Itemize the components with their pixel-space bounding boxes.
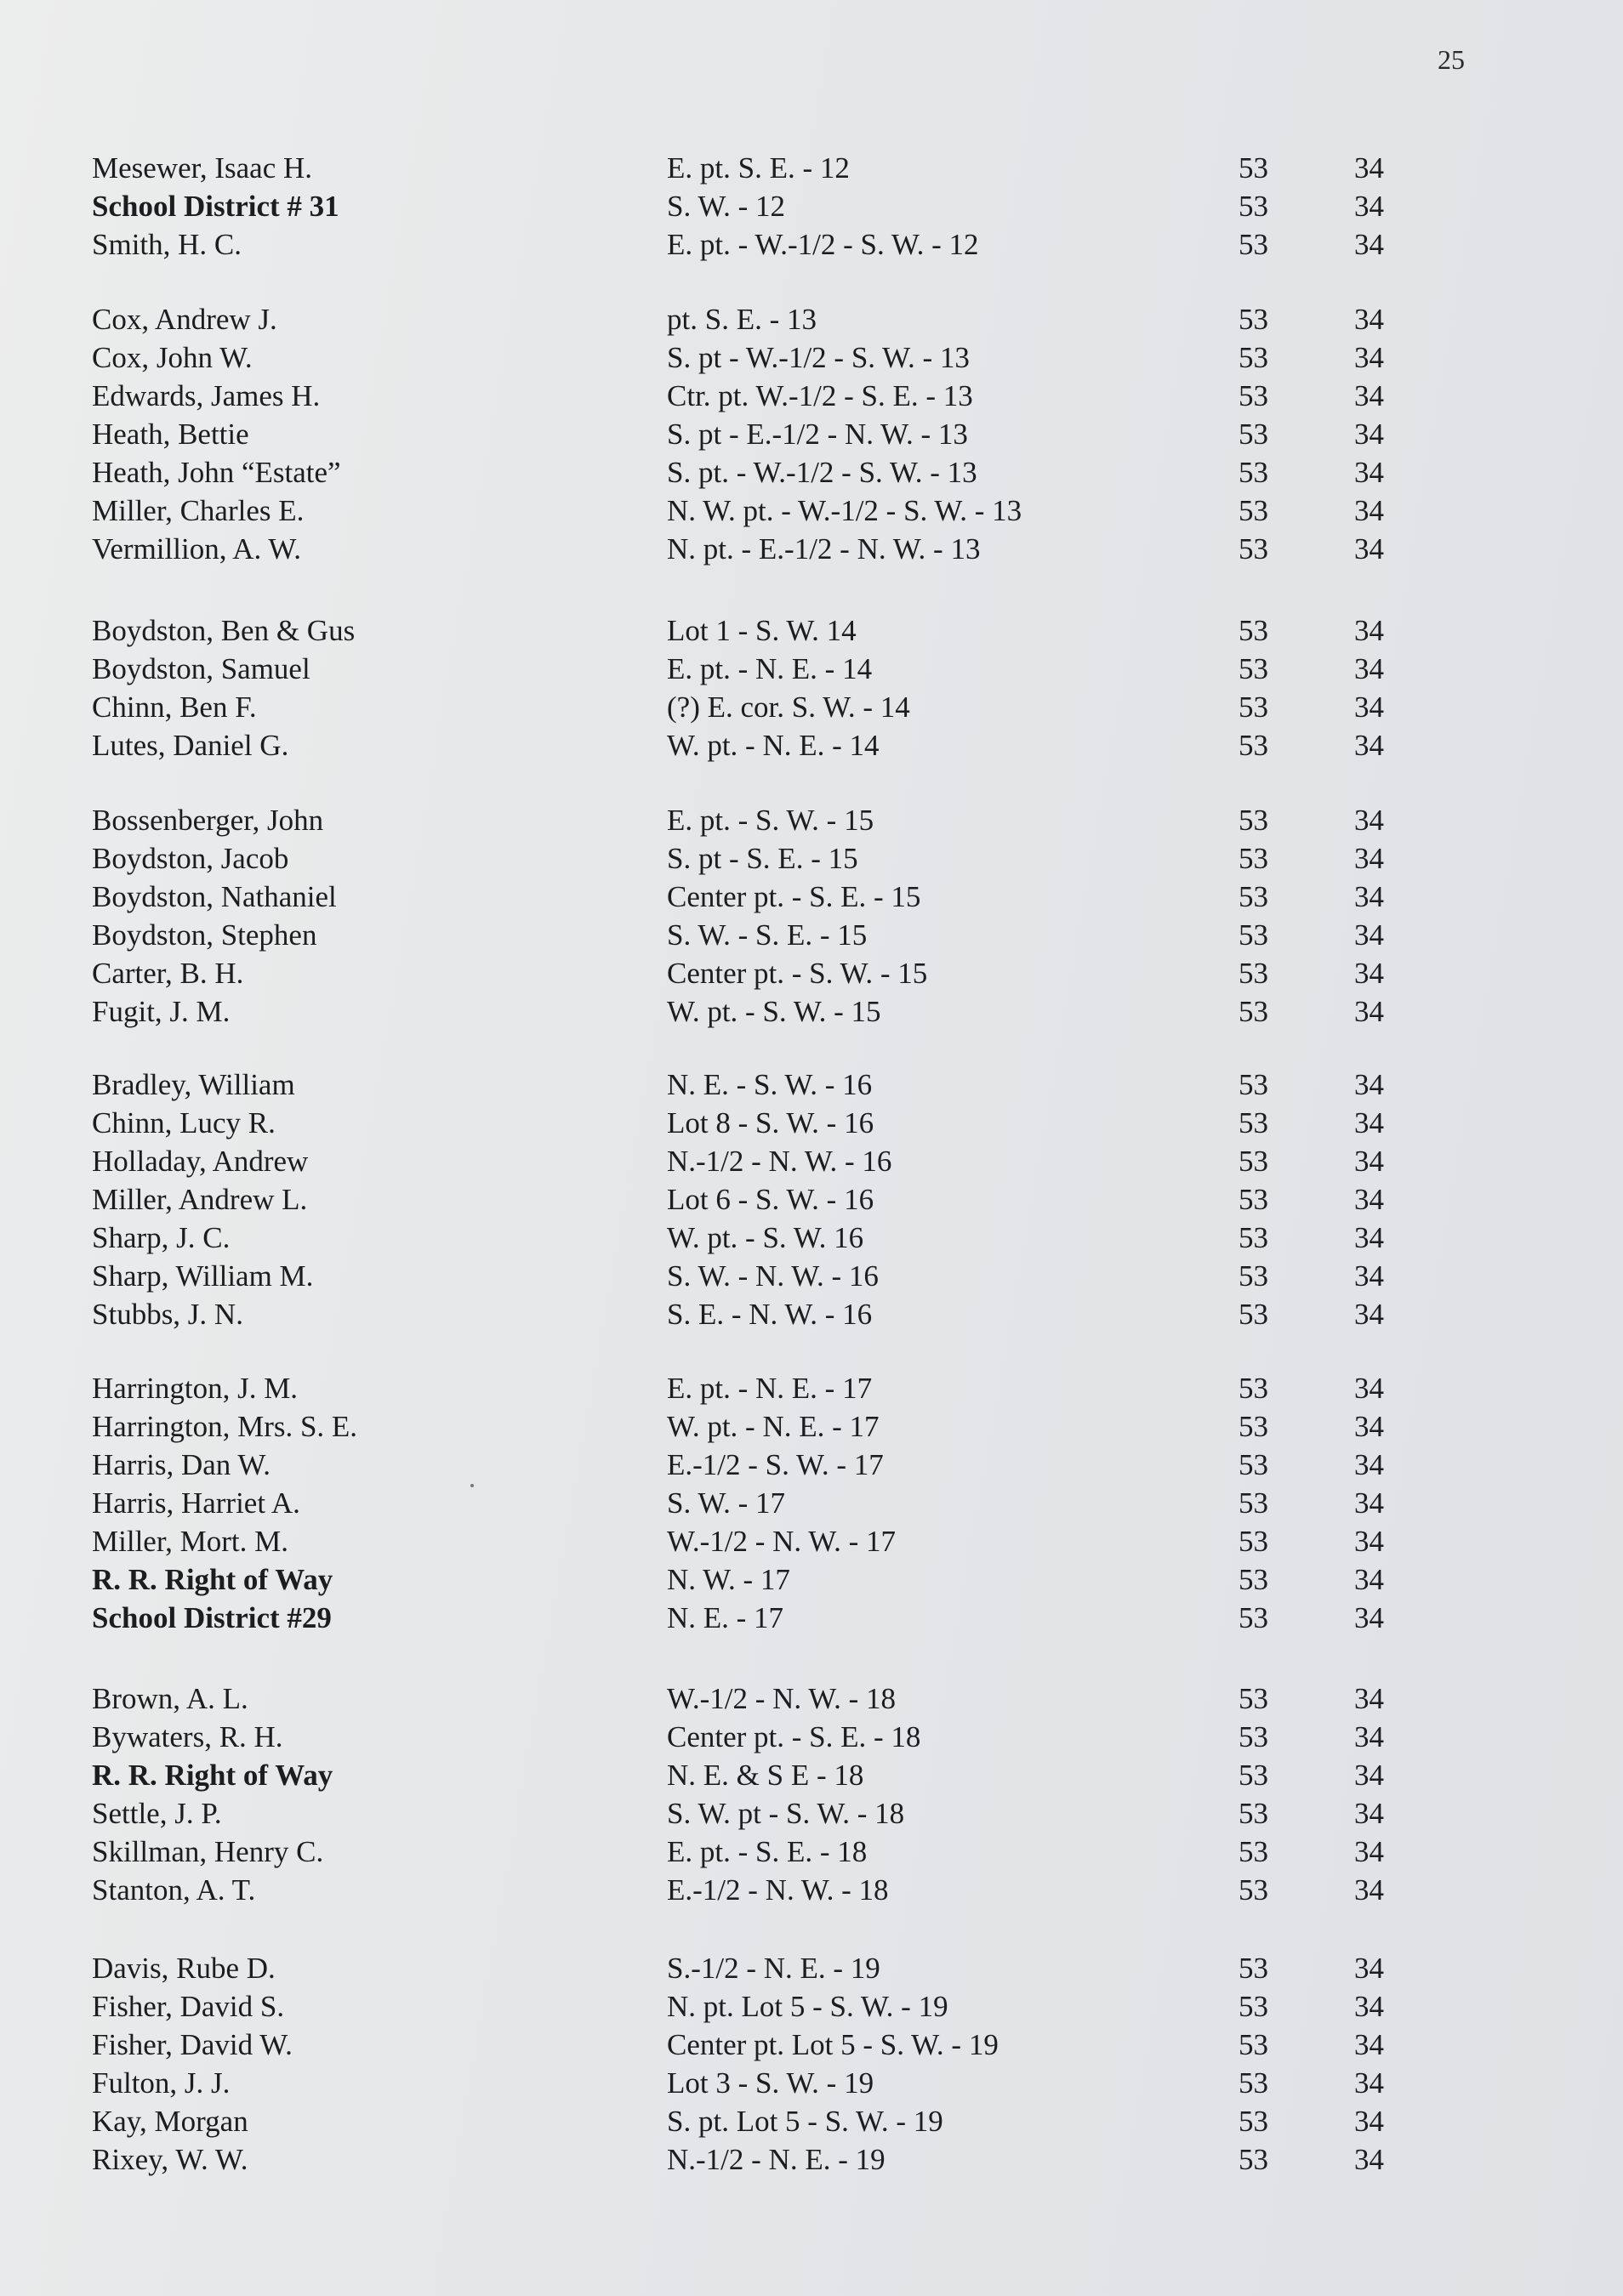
listing-row <box>0 2102 1623 2140</box>
township: 53 <box>1239 804 1268 837</box>
listing-row <box>0 839 1623 878</box>
land-description: E.-1/2 - S. W. - 17 <box>667 1448 884 1481</box>
range: 34 <box>1354 1259 1384 1293</box>
township: 53 <box>1239 1797 1268 1830</box>
listing-row <box>0 878 1623 916</box>
range: 34 <box>1354 957 1384 990</box>
range: 34 <box>1354 1410 1384 1443</box>
listing-row <box>0 338 1623 377</box>
range: 34 <box>1354 995 1384 1028</box>
range: 34 <box>1354 418 1384 451</box>
township: 53 <box>1239 532 1268 565</box>
land-description: Center pt. Lot 5 - S. W. - 19 <box>667 2028 999 2061</box>
listing-row <box>0 1871 1623 1909</box>
owner-name: Fugit, J. M. <box>92 995 231 1028</box>
township: 53 <box>1239 2066 1268 2100</box>
range: 34 <box>1354 918 1384 952</box>
listing-row <box>0 1446 1623 1484</box>
owner-name: Brown, A. L. <box>92 1682 248 1715</box>
range: 34 <box>1354 804 1384 837</box>
township: 53 <box>1239 1410 1268 1443</box>
owner-name: Chinn, Ben F. <box>92 691 257 724</box>
listing-row <box>0 1484 1623 1522</box>
listing-row <box>0 992 1623 1031</box>
range: 34 <box>1354 532 1384 565</box>
range: 34 <box>1354 1486 1384 1520</box>
range: 34 <box>1354 1835 1384 1868</box>
listing-row <box>0 1295 1623 1333</box>
range: 34 <box>1354 2066 1384 2100</box>
land-description: W. pt. - S. W. 16 <box>667 1221 864 1254</box>
land-description: E. pt. - N. E. - 17 <box>667 1372 873 1405</box>
owner-name: Miller, Mort. M. <box>92 1525 288 1558</box>
listing-row <box>0 726 1623 764</box>
owner-name: Harris, Harriet A. <box>92 1486 300 1520</box>
owner-name: Fisher, David S. <box>92 1990 285 2023</box>
listing-row <box>0 1369 1623 1407</box>
township: 53 <box>1239 1259 1268 1293</box>
range: 34 <box>1354 190 1384 223</box>
owner-name: Boydston, Nathaniel <box>92 880 337 913</box>
range: 34 <box>1354 1797 1384 1830</box>
range: 34 <box>1354 303 1384 336</box>
owner-name: Bossenberger, John <box>92 804 324 837</box>
owner-name: Boydston, Samuel <box>92 652 310 685</box>
township: 53 <box>1239 1525 1268 1558</box>
owner-name: Harrington, J. M. <box>92 1372 299 1405</box>
land-description: W.-1/2 - N. W. - 17 <box>667 1525 896 1558</box>
range: 34 <box>1354 729 1384 762</box>
township: 53 <box>1239 1448 1268 1481</box>
owner-name: Sharp, William M. <box>92 1259 314 1293</box>
land-description: E.-1/2 - N. W. - 18 <box>667 1873 889 1907</box>
township: 53 <box>1239 1298 1268 1331</box>
range: 34 <box>1354 2105 1384 2138</box>
owner-name: Settle, J. P. <box>92 1797 222 1830</box>
listing-row <box>0 187 1623 225</box>
township: 53 <box>1239 228 1268 261</box>
owner-name: Lutes, Daniel G. <box>92 729 289 762</box>
range: 34 <box>1354 1563 1384 1596</box>
land-description: W. pt. - N. E. - 14 <box>667 729 880 762</box>
township: 53 <box>1239 1873 1268 1907</box>
land-description: S. pt - E.-1/2 - N. W. - 13 <box>667 418 968 451</box>
listing-row <box>0 1949 1623 1987</box>
owner-name: Boydston, Jacob <box>92 842 289 875</box>
listing-row <box>0 916 1623 954</box>
owner-name: Harrington, Mrs. S. E. <box>92 1410 358 1443</box>
listing-row <box>0 954 1623 992</box>
township: 53 <box>1239 1835 1268 1868</box>
township: 53 <box>1239 151 1268 185</box>
owner-name: School District # 31 <box>92 190 339 223</box>
land-description: S. W. - 12 <box>667 190 786 223</box>
listing-row <box>0 225 1623 264</box>
land-description: S. E. - N. W. - 16 <box>667 1298 873 1331</box>
township: 53 <box>1239 341 1268 374</box>
land-description: S. W. - 17 <box>667 1486 786 1520</box>
range: 34 <box>1354 228 1384 261</box>
township: 53 <box>1239 1601 1268 1634</box>
owner-name: Bywaters, R. H. <box>92 1720 283 1753</box>
listing-row <box>0 1219 1623 1257</box>
listing-row <box>0 2064 1623 2102</box>
owner-name: R. R. Right of Way <box>92 1759 333 1792</box>
range: 34 <box>1354 1682 1384 1715</box>
land-description: E. pt. - S. E. - 18 <box>667 1835 868 1868</box>
owner-name: Edwards, James H. <box>92 379 321 412</box>
range: 34 <box>1354 842 1384 875</box>
township: 53 <box>1239 691 1268 724</box>
owner-name: School District #29 <box>92 1601 332 1634</box>
land-description: S. pt - S. E. - 15 <box>667 842 858 875</box>
range: 34 <box>1354 880 1384 913</box>
land-description: W. pt. - N. E. - 17 <box>667 1410 880 1443</box>
range: 34 <box>1354 151 1384 185</box>
land-description: S. W. - S. E. - 15 <box>667 918 868 952</box>
owner-name: Smith, H. C. <box>92 228 242 261</box>
listing-row <box>0 1104 1623 1142</box>
listing-row <box>0 1407 1623 1446</box>
listing-row <box>0 801 1623 839</box>
range: 34 <box>1354 341 1384 374</box>
township: 53 <box>1239 456 1268 489</box>
land-description: Center pt. - S. W. - 15 <box>667 957 928 990</box>
range: 34 <box>1354 1448 1384 1481</box>
township: 53 <box>1239 880 1268 913</box>
land-description: pt. S. E. - 13 <box>667 303 817 336</box>
range: 34 <box>1354 1106 1384 1139</box>
range: 34 <box>1354 1990 1384 2023</box>
listing-row <box>0 1679 1623 1718</box>
range: 34 <box>1354 1525 1384 1558</box>
range: 34 <box>1354 2143 1384 2176</box>
township: 53 <box>1239 1221 1268 1254</box>
listing-row <box>0 1257 1623 1295</box>
range: 34 <box>1354 1298 1384 1331</box>
land-description: Lot 1 - S. W. 14 <box>667 614 857 647</box>
owner-name: Kay, Morgan <box>92 2105 248 2138</box>
range: 34 <box>1354 1372 1384 1405</box>
listing-row <box>0 1180 1623 1219</box>
owner-name: Carter, B. H. <box>92 957 244 990</box>
land-description: Lot 6 - S. W. - 16 <box>667 1183 874 1216</box>
township: 53 <box>1239 2105 1268 2138</box>
listing-row <box>0 149 1623 187</box>
land-description: S.-1/2 - N. E. - 19 <box>667 1952 880 1985</box>
land-description: E. pt. S. E. - 12 <box>667 151 850 185</box>
listing-row <box>0 611 1623 650</box>
listing-row <box>0 650 1623 688</box>
owner-name: Chinn, Lucy R. <box>92 1106 276 1139</box>
listing-row <box>0 2026 1623 2064</box>
owner-name: Miller, Andrew L. <box>92 1183 308 1216</box>
listing-row <box>0 688 1623 726</box>
township: 53 <box>1239 379 1268 412</box>
land-description: Center pt. - S. E. - 18 <box>667 1720 921 1753</box>
listing-row <box>0 2140 1623 2179</box>
township: 53 <box>1239 303 1268 336</box>
land-description: N. pt. - E.-1/2 - N. W. - 13 <box>667 532 981 565</box>
township: 53 <box>1239 957 1268 990</box>
land-description: S. W. - N. W. - 16 <box>667 1259 879 1293</box>
range: 34 <box>1354 1221 1384 1254</box>
land-description: N. W. - 17 <box>667 1563 790 1596</box>
range: 34 <box>1354 1145 1384 1178</box>
listing-row <box>0 1560 1623 1599</box>
owner-name: Mesewer, Isaac H. <box>92 151 313 185</box>
township: 53 <box>1239 1759 1268 1792</box>
land-description: (?) E. cor. S. W. - 14 <box>667 691 910 724</box>
listing-row <box>0 1987 1623 2026</box>
township: 53 <box>1239 614 1268 647</box>
owner-name: Davis, Rube D. <box>92 1952 276 1985</box>
owner-name: Harris, Dan W. <box>92 1448 270 1481</box>
listing-row <box>0 530 1623 568</box>
owner-name: Stubbs, J. N. <box>92 1298 243 1331</box>
township: 53 <box>1239 418 1268 451</box>
listing-row <box>0 377 1623 415</box>
owner-name: Stanton, A. T. <box>92 1873 256 1907</box>
listing-row <box>0 415 1623 453</box>
land-description: Center pt. - S. E. - 15 <box>667 880 921 913</box>
range: 34 <box>1354 614 1384 647</box>
range: 34 <box>1354 1759 1384 1792</box>
listing-row <box>0 1066 1623 1104</box>
listing-row <box>0 492 1623 530</box>
owner-name: Miller, Charles E. <box>92 494 305 527</box>
township: 53 <box>1239 995 1268 1028</box>
owner-name: Heath, John “Estate” <box>92 456 341 489</box>
range: 34 <box>1354 691 1384 724</box>
township: 53 <box>1239 2143 1268 2176</box>
land-description: N. E. & S E - 18 <box>667 1759 864 1792</box>
listing-row <box>0 1142 1623 1180</box>
land-description: E. pt. - N. E. - 14 <box>667 652 873 685</box>
owner-name: Fisher, David W. <box>92 2028 293 2061</box>
land-description: S. pt - W.-1/2 - S. W. - 13 <box>667 341 970 374</box>
township: 53 <box>1239 652 1268 685</box>
township: 53 <box>1239 1486 1268 1520</box>
range: 34 <box>1354 379 1384 412</box>
range: 34 <box>1354 494 1384 527</box>
township: 53 <box>1239 190 1268 223</box>
page-number: 25 <box>1438 44 1465 75</box>
listing-row <box>0 1522 1623 1560</box>
owner-name: Heath, Bettie <box>92 418 249 451</box>
land-description: N.-1/2 - N. W. - 16 <box>667 1145 892 1178</box>
land-description: S. pt. Lot 5 - S. W. - 19 <box>667 2105 943 2138</box>
listing-row <box>0 1756 1623 1794</box>
township: 53 <box>1239 494 1268 527</box>
land-description: W. pt. - S. W. - 15 <box>667 995 881 1028</box>
listing-row <box>0 1718 1623 1756</box>
land-description: E. pt. - W.-1/2 - S. W. - 12 <box>667 228 979 261</box>
township: 53 <box>1239 842 1268 875</box>
owner-name: Vermillion, A. W. <box>92 532 301 565</box>
listing-row <box>0 300 1623 338</box>
range: 34 <box>1354 652 1384 685</box>
township: 53 <box>1239 1145 1268 1178</box>
owner-name: R. R. Right of Way <box>92 1563 333 1596</box>
listing-row <box>0 1833 1623 1871</box>
land-description: S. W. pt - S. W. - 18 <box>667 1797 905 1830</box>
land-description: N. E. - S. W. - 16 <box>667 1068 873 1101</box>
land-description: N. E. - 17 <box>667 1601 784 1634</box>
land-description: S. pt. - W.-1/2 - S. W. - 13 <box>667 456 977 489</box>
range: 34 <box>1354 1183 1384 1216</box>
owner-name: Boydston, Stephen <box>92 918 317 952</box>
land-description: N. pt. Lot 5 - S. W. - 19 <box>667 1990 948 2023</box>
range: 34 <box>1354 1601 1384 1634</box>
owner-name: Rixey, W. W. <box>92 2143 248 2176</box>
owner-name: Cox, Andrew J. <box>92 303 277 336</box>
township: 53 <box>1239 1106 1268 1139</box>
owner-name: Cox, John W. <box>92 341 253 374</box>
range: 34 <box>1354 456 1384 489</box>
land-description: E. pt. - S. W. - 15 <box>667 804 874 837</box>
land-description: Ctr. pt. W.-1/2 - S. E. - 13 <box>667 379 973 412</box>
township: 53 <box>1239 1563 1268 1596</box>
range: 34 <box>1354 1952 1384 1985</box>
township: 53 <box>1239 1682 1268 1715</box>
township: 53 <box>1239 1372 1268 1405</box>
township: 53 <box>1239 1990 1268 2023</box>
owner-name: Boydston, Ben & Gus <box>92 614 356 647</box>
range: 34 <box>1354 1720 1384 1753</box>
township: 53 <box>1239 1952 1268 1985</box>
township: 53 <box>1239 729 1268 762</box>
owner-name: Sharp, J. C. <box>92 1221 231 1254</box>
owner-name: Fulton, J. J. <box>92 2066 231 2100</box>
owner-name: Bradley, William <box>92 1068 295 1101</box>
land-description: N. W. pt. - W.-1/2 - S. W. - 13 <box>667 494 1022 527</box>
listing-row <box>0 1794 1623 1833</box>
owner-name: Holladay, Andrew <box>92 1145 309 1178</box>
township: 53 <box>1239 1720 1268 1753</box>
township: 53 <box>1239 918 1268 952</box>
township: 53 <box>1239 2028 1268 2061</box>
range: 34 <box>1354 1068 1384 1101</box>
township: 53 <box>1239 1068 1268 1101</box>
land-description: Lot 8 - S. W. - 16 <box>667 1106 874 1139</box>
land-description: W.-1/2 - N. W. - 18 <box>667 1682 896 1715</box>
paper-speck <box>470 1484 474 1487</box>
range: 34 <box>1354 2028 1384 2061</box>
listing-row <box>0 453 1623 492</box>
land-description: N.-1/2 - N. E. - 19 <box>667 2143 886 2176</box>
listing-row <box>0 1599 1623 1637</box>
township: 53 <box>1239 1183 1268 1216</box>
land-description: Lot 3 - S. W. - 19 <box>667 2066 874 2100</box>
range: 34 <box>1354 1873 1384 1907</box>
owner-name: Skillman, Henry C. <box>92 1835 324 1868</box>
